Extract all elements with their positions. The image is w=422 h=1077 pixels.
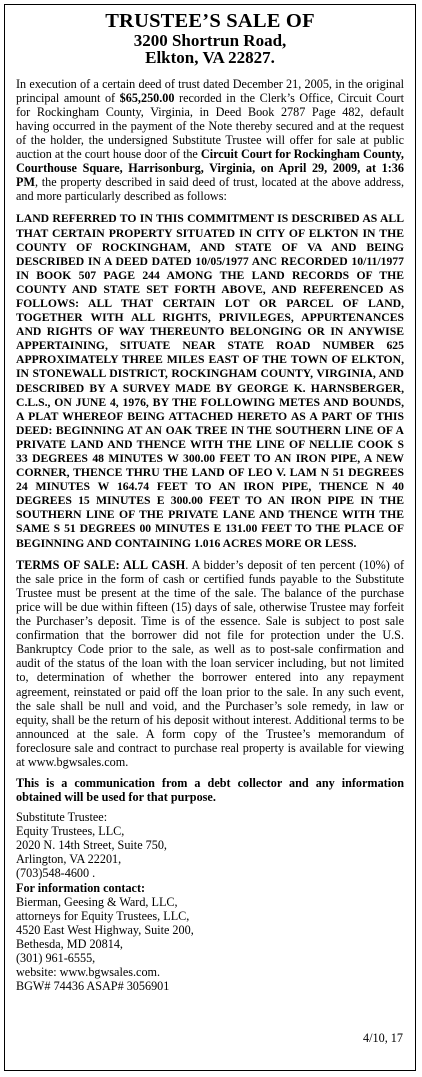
terms-of-sale bbox=[16, 558, 404, 769]
publication-date: 4/10, 17 bbox=[363, 1031, 403, 1045]
contact-block bbox=[16, 810, 404, 993]
debt-collector-notice: This is a communication from a debt collector and any information obtained will be used for that purpose. bbox=[16, 776, 404, 805]
trustee-label: Substitute Trustee: bbox=[16, 810, 108, 825]
trustee-address-2: Arlington, VA 22201, bbox=[16, 852, 122, 867]
contact-address-1: 4520 East West Highway, Suite 200, bbox=[16, 922, 194, 937]
title-line-3: Elkton, VA 22827. bbox=[145, 48, 275, 68]
contact-address-2: Bethesda, MD 20814, bbox=[16, 936, 123, 951]
title-line-1: TRUSTEE’S SALE OF bbox=[105, 10, 315, 32]
reference-numbers: BGW# 74436 ASAP# 3056901 bbox=[16, 979, 170, 994]
principal-amount: $65,250.00 bbox=[119, 90, 175, 105]
sale-location: Circuit Court for Rockingham County, Courthouse Square, Harrisonburg, Virginia, on April 29, 2009, at 1:36 PM bbox=[16, 147, 404, 190]
intro-text-2: recorded in the Clerk’s Office, Circuit Court for Rockingham County, Virginia, in Deed Book 2787 Page 482, default having occurred in the payment of the Note thereby secured and at the request of the holder, the undersigned Substitute Trustee will offer for sale at public auction at the court house door of the bbox=[16, 90, 404, 162]
trustee-address-1: 2020 N. 14th Street, Suite 750, bbox=[16, 838, 167, 853]
contact-name: Bierman, Geesing & Ward, LLC, bbox=[16, 894, 178, 909]
intro-paragraph bbox=[16, 77, 404, 204]
terms-heading: TERMS OF SALE: ALL CASH bbox=[16, 557, 186, 572]
legal-description: LAND REFERRED TO IN THIS COMMITMENT IS DESCRIBED AS ALL THAT CERTAIN PROPERTY SITUATED IN CITY OF ELKTON IN THE COUNTY OF ROCKINGHAM, AND STATE OF VA AND BEING DESCRIBED IN A DEED DATED 10/05/1977 ANC RECORDED 10/11/1977 IN BOOK 507 PAGE 244 AMONG THE LAND RECORDS OF THE COUNTY AND STATE SET FORTH ABOVE, AND REFERENCED AS FOLLOWS: ALL THAT CERTAIN LOT OR PARCEL OF LAND, TOGETHER WITH ALL RIGHTS, PRIVILEGES, APPURTENANCES AND RIGHTS OF WAY THEREUNTO BELONGING OR IN ANYWISE APPERTAINING, SITUATE NEAR STATE ROAD NUMBER 625 APPROXIMATELY THREE MILES EAST OF THE TOWN OF ELKTON, IN STONEWALL DISTRICT, ROCKINGHAM COUNTY, VIRGINIA, AND DESCRIBED BY A SURVEY MADE BY GEORGE K. HARNSBERGER, C.L.S., ON JUNE 4, 1976, BY THE FOLLOWING METES AND BOUNDS, A PLAT WHEREOF BEING ATTACHED HERETO AS A PART OF THIS DEED: BEGINNING AT AN OAK TREE IN THE SOUTHERN LINE OF A PRIVATE LAND AND THENCE WITH THE LINE OF NELLIE COOK S 33 DEGREES 48 MINUTES W 300.00 FEET TO AN IRON PIPE, A NEW CORNER, THENCE THRU THE LAND OF LEO V. LAM N 51 DEGREES 24 MINUTES W 164.74 FEET TO AN IRON PIPE, THENCE N 40 DEGREES 15 MINUTES E 300.00 FEET TO AN IRON PIPE IN THE SOUTHERN LINE OF THE PRIVATE LANE AND THENCE WITH THE SAME S 51 DEGREES 00 MINUTES E 131.00 FEET TO THE PLACE OF BEGINNING AND CONTAINING 1.016 ACRES MORE OR LESS. bbox=[16, 212, 404, 550]
notice-title bbox=[16, 11, 404, 67]
trustee-phone: (703)548-4600 . bbox=[16, 866, 96, 881]
intro-text-3: , the property described in said deed of trust, located at the above address, and more particularly described as follows: bbox=[16, 175, 404, 204]
trustee-name: Equity Trustees, LLC, bbox=[16, 824, 125, 839]
terms-body: . A bidder’s deposit of ten percent (10%) of the sale price in the form of cash or certified funds payable to the Substitute Trustee must be present at the time of the sale. The balance of the purchase price will be due within fifteen (15) days of sale, otherwise Trustee may forfeit the Purchaser’s deposit. Time is of the essence. Sale is subject to post sale confirmation that the borrower did not file for protection under the U.S. Bankruptcy Code prior to the sale, as well as to post-sale confirmation and audit of the status of the loan with the loan servicer including, but not limited to, determination of whether the borrower entered into any repayment agreement, reinstated or paid off the loan prior to the sale. In any such event, the sale shall be null and void, and the Purchaser’s sole remedy, in law or equity, shall be the return of his deposit without interest. Additional terms to be announced at the sale. A form copy of the Trustee’s memorandum of foreclosure sale and contract to purchase real property is available for viewing at www.bgwsales.com. bbox=[16, 557, 404, 769]
title-line-2: 3200 Shortrun Road, bbox=[133, 30, 287, 50]
legal-notice bbox=[4, 4, 416, 1071]
intro-text-1: In execution of a certain deed of trust dated December 21, 2005, in the original principal amount of bbox=[16, 76, 404, 105]
contact-website: website: www.bgwsales.com. bbox=[16, 965, 161, 980]
contact-phone: (301) 961-6555, bbox=[16, 951, 96, 965]
contact-role: attorneys for Equity Trustees, LLC, bbox=[16, 908, 190, 923]
contact-label: For information contact: bbox=[16, 880, 146, 895]
